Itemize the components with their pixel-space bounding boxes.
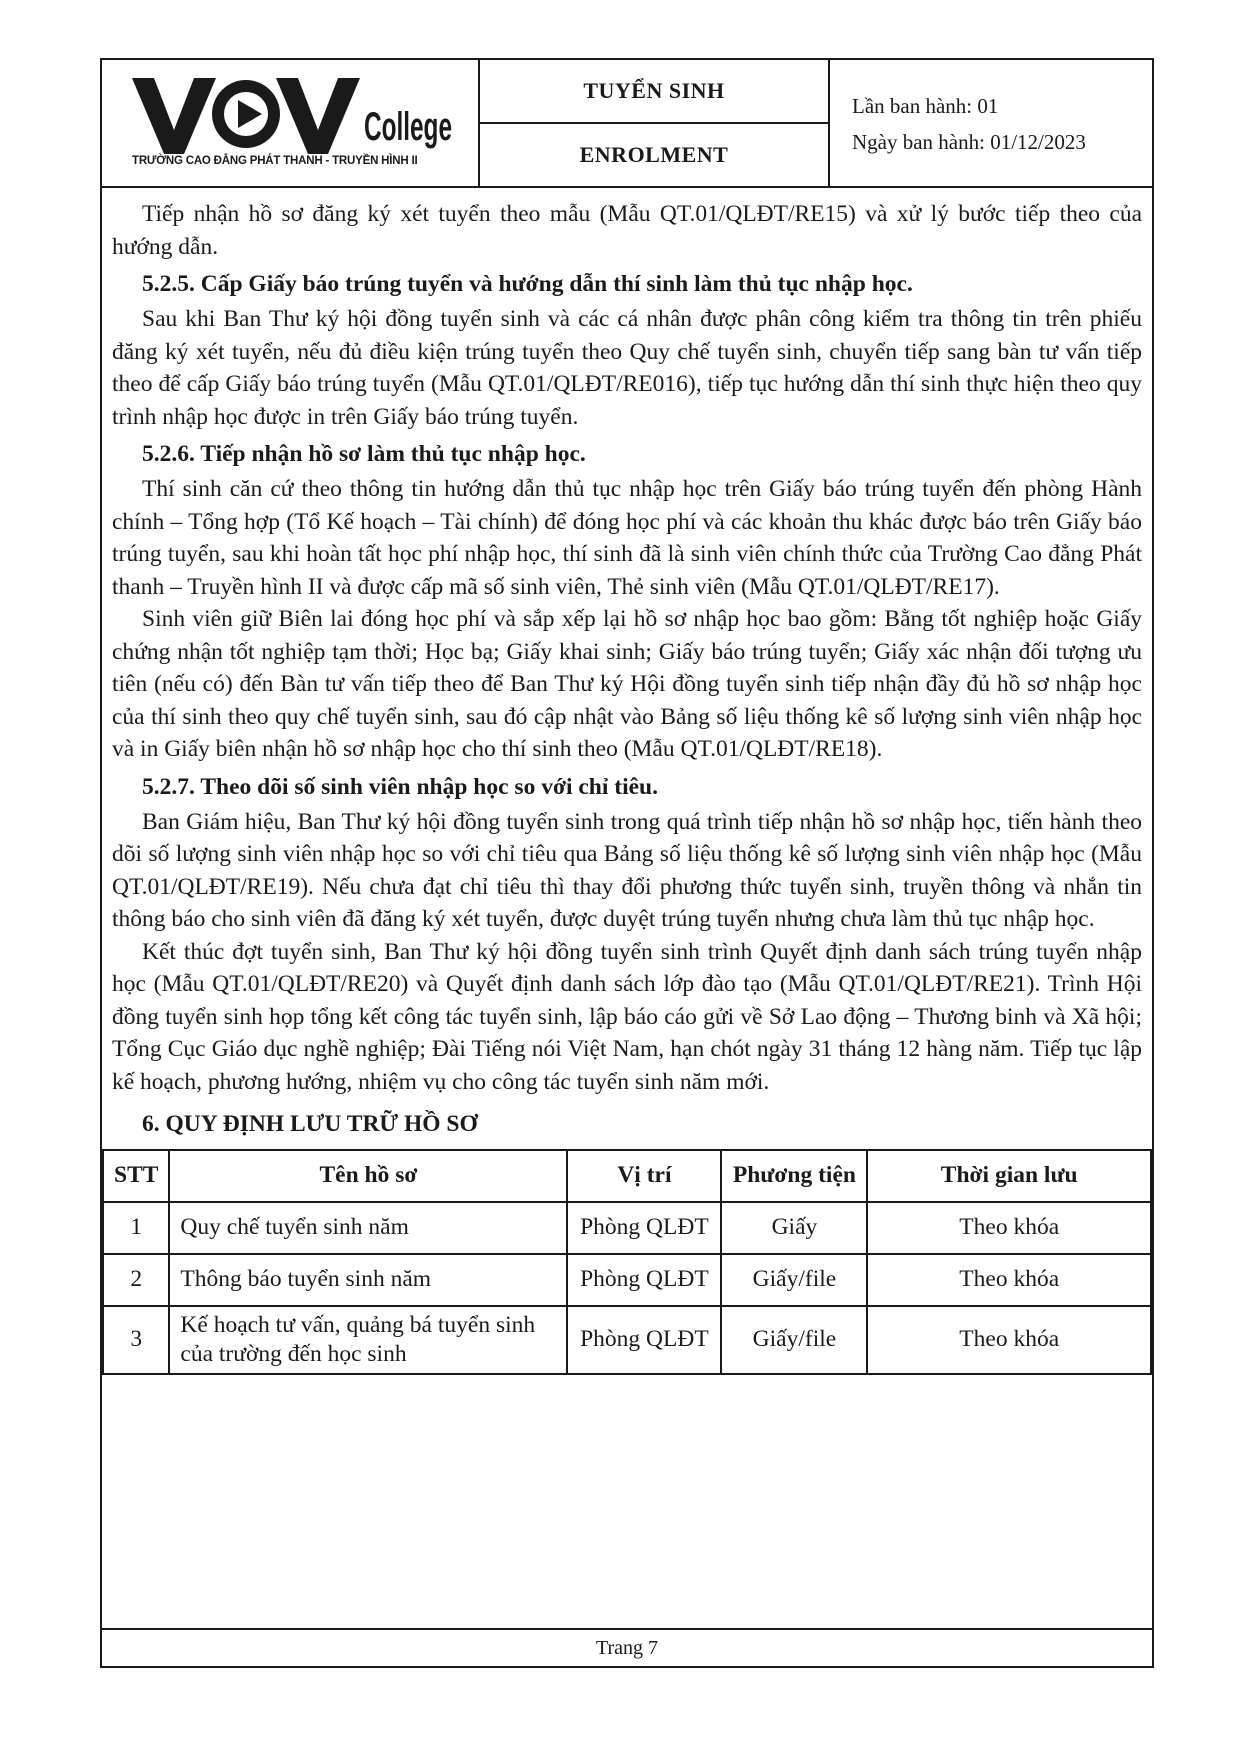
section-heading-6: 6. QUY ĐỊNH LƯU TRỮ HỒ SƠ [142, 1111, 478, 1137]
paragraph: Sau khi Ban Thư ký hội đồng tuyển sinh và các cá nhân được phân công kiểm tra thông tin trên phiếu đăng ký xét tuyển, nếu đủ điều kiện trúng tuyển theo Quy chế tuyển sinh, chuyển tiếp sang bàn tư vấn tiếp theo để cấp Giấy báo trúng tuyển (Mẫu QT.01/QLĐT/RE016), tiếp tục hướng dẫn thí sinh thực hiện theo quy trình nhập học được in trên Giấy báo trúng tuyển. [112, 306, 1142, 430]
records-table [102, 1149, 1152, 1375]
table-header-row [103, 1150, 1151, 1202]
column-header: Vị trí [567, 1150, 721, 1202]
column-header: STT [103, 1150, 169, 1202]
paragraph: Sinh viên giữ Biên lai đóng học phí và sắp xếp lại hồ sơ nhập học bao gồm: Bằng tốt nghiệp hoặc Giấy chứng nhận tốt nghiệp tạm thời; Học bạ; Giấy khai sinh; Giấy báo trúng tuyển; Giấy xác nhận đối tượng ưu tiên (nếu có) đến Bàn tư vấn tiếp theo để Ban Thư ký Hội đồng tuyển sinh tiếp nhận đầy đủ hồ sơ nhập học của thí sinh theo quy chế tuyển sinh, sau đó cập nhật vào Bảng số liệu thống kê số lượng sinh viên nhập học và in Giấy biên nhận hồ sơ nhập học cho thí sinh theo (Mẫu QT.01/QLĐT/RE18). [112, 606, 1142, 762]
table-cell: Giấy [721, 1202, 867, 1254]
page-number: Trang 7 [595, 1636, 659, 1659]
table-cell: Quy chế tuyển sinh năm [169, 1202, 567, 1254]
issue-date: Ngày ban hành: 01/12/2023 [852, 130, 1086, 154]
table-cell: Thông báo tuyển sinh năm [169, 1254, 567, 1306]
table-cell: Phòng QLĐT [567, 1306, 721, 1374]
table-row [103, 1202, 1151, 1254]
table-cell: Phòng QLĐT [567, 1254, 721, 1306]
page-footer [102, 1628, 1152, 1666]
page-frame [100, 58, 1154, 1668]
table-row [103, 1306, 1151, 1374]
column-header: Tên hồ sơ [169, 1150, 567, 1202]
paragraph: Kết thúc đợt tuyển sinh, Ban Thư ký hội đồng tuyển sinh trình Quyết định danh sách trúng tuyển nhập học (Mẫu QT.01/QLĐT/RE20) và Quyết định danh sách lớp đào tạo (Mẫu QT.01/QLĐT/RE21). Trình Hội đồng tuyển sinh họp tổng kết công tác tuyển sinh, lập báo cáo gửi về Sở Lao động – Thương binh và Xã hội; Tổng Cục Giáo dục nghề nghiệp; Đài Tiếng nói Việt Nam, hạn chót ngày 31 tháng 12 hàng năm. Tiếp tục lập kế hoạch, phương hướng, nhiệm vụ cho công tác tuyển sinh năm mới. [112, 938, 1142, 1095]
header-title-cell [478, 60, 830, 186]
section-heading-5-2-6: 5.2.6. Tiếp nhận hồ sơ làm thủ tục nhập học. [142, 441, 586, 467]
logo-word: College [364, 105, 452, 149]
column-header: Thời gian lưu [867, 1150, 1151, 1202]
table-cell: 2 [103, 1254, 169, 1306]
table-cell: 3 [103, 1306, 169, 1374]
document-header [102, 60, 1152, 188]
section-heading-5-2-7: 5.2.7. Theo dõi số sinh viên nhập học so với chỉ tiêu. [142, 773, 658, 800]
table-cell: Theo khóa [867, 1202, 1151, 1254]
table-cell: 1 [103, 1202, 169, 1254]
issue-number: Lần ban hành: 01 [852, 94, 999, 118]
title-en: ENROLMENT [579, 142, 729, 167]
table-row [103, 1254, 1151, 1306]
table-cell: Theo khóa [867, 1306, 1151, 1374]
table-cell: Phòng QLĐT [567, 1202, 721, 1254]
paragraph: Thí sinh căn cứ theo thông tin hướng dẫn thủ tục nhập học trên Giấy báo trúng tuyển đến phòng Hành chính – Tổng hợp (Tổ Kế hoạch – Tài chính) để đóng học phí và các khoản thu khác được báo trên Giấy báo trúng tuyển, sau khi hoàn tất học phí nhập học, thí sinh đã là sinh viên chính thức của Trường Cao đẳng Phát thanh – Truyền hình II và được cấp mã số sinh viên, Thẻ sinh viên (Mẫu QT.01/QLĐT/RE17). [112, 476, 1142, 600]
paragraph: Tiếp nhận hồ sơ đăng ký xét tuyển theo mẫu (Mẫu QT.01/QLĐT/RE15) và xử lý bước tiếp theo của hướng dẫn. [112, 201, 1142, 260]
vov-logo-icon [132, 68, 452, 158]
section-heading-5-2-5: 5.2.5. Cấp Giấy báo trúng tuyển và hướng dẫn thí sinh làm thủ tục nhập học. [142, 271, 913, 297]
document-body [112, 198, 1142, 1375]
table-cell: Giấy/file [721, 1254, 867, 1306]
logo-tagline: TRƯỜNG CAO ĐẲNG PHÁT THANH - TRUYỀN HÌNH II [132, 155, 418, 167]
table-cell: Giấy/file [721, 1306, 867, 1374]
table-cell: Kế hoạch tư vấn, quảng bá tuyển sinh của trường đến học sinh [169, 1306, 567, 1374]
column-header: Phương tiện [721, 1150, 867, 1202]
issue-info-cell [830, 60, 1152, 186]
logo-cell [102, 60, 478, 186]
paragraph: Ban Giám hiệu, Ban Thư ký hội đồng tuyển sinh trong quá trình tiếp nhận hồ sơ nhập học, tiến hành theo dõi số lượng sinh viên nhập học so với chỉ tiêu qua Bảng số liệu thống kê số lượng sinh viên nhập học (Mẫu QT.01/QLĐT/RE19). Nếu chưa đạt chỉ tiêu thì thay đổi phương thức tuyển sinh, truyền thông và nhắn tin thông báo cho sinh viên đã đăng ký xét tuyển, được duyệt trúng tuyển nhưng chưa làm thủ tục nhập học. [112, 808, 1142, 932]
title-vi: TUYỂN SINH [480, 60, 828, 124]
table-cell: Theo khóa [867, 1254, 1151, 1306]
